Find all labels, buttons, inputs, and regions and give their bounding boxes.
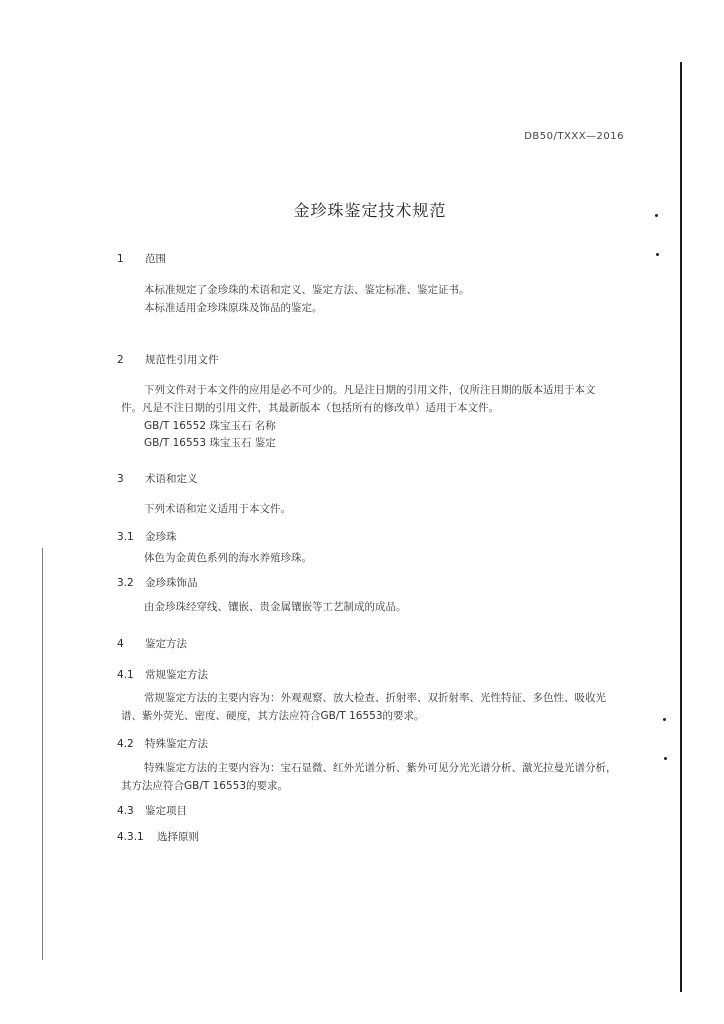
section-title: 金珍珠饰品	[145, 577, 198, 589]
section-title: 规范性引用文件	[145, 354, 219, 366]
scan-speck	[664, 757, 667, 760]
section-number: 4.2	[117, 738, 134, 750]
section-number: 3.2	[117, 577, 134, 589]
paragraph-line: 件。凡是不注日期的引用文件，其最新版本（包括所有的修改单）适用于本文件。	[121, 402, 499, 414]
normative-reference: GB/T 16553 珠宝玉石 鉴定	[144, 437, 276, 449]
paragraph-line: 其方法应符合GB/T 16553的要求。	[121, 780, 289, 792]
section-2-heading	[117, 352, 219, 367]
section-title: 术语和定义	[145, 473, 198, 485]
document-code: DB50/TXXX—2016	[524, 131, 624, 142]
paragraph: 下列术语和定义适用于本文件。	[144, 503, 291, 515]
section-number: 4.3.1	[117, 831, 144, 843]
paragraph: 本标准适用金珍珠原珠及饰品的鉴定。	[144, 302, 323, 314]
section-4-3-1-heading	[117, 829, 199, 844]
section-3-heading	[117, 471, 198, 486]
section-3-2-heading	[117, 575, 198, 590]
paragraph-line: 谱、紫外荧光、密度、硬度，其方法应符合GB/T 16553的要求。	[121, 710, 425, 722]
section-title: 金珍珠	[145, 531, 177, 543]
paragraph-line: 常规鉴定方法的主要内容为：外观观察、放大检查、折射率、双折射率、光性特征、多色性、吸收光	[144, 692, 606, 704]
section-4-heading	[117, 636, 187, 651]
paragraph: 本标准规定了金珍珠的术语和定义、鉴定方法、鉴定标准、鉴定证书。	[144, 284, 470, 296]
section-number: 1	[117, 253, 124, 265]
section-4-2-heading	[117, 736, 208, 751]
section-title: 特殊鉴定方法	[145, 738, 208, 750]
scan-edge-left	[42, 548, 43, 960]
section-3-1-heading	[117, 529, 177, 544]
section-title: 选择原则	[157, 831, 199, 843]
section-1-heading	[117, 251, 166, 266]
section-title: 鉴定项目	[145, 805, 187, 817]
document-title: 金珍珠鉴定技术规范	[293, 201, 447, 220]
section-4-3-heading	[117, 803, 187, 818]
section-number: 3	[117, 473, 124, 485]
section-number: 3.1	[117, 531, 134, 543]
section-number: 4	[117, 638, 124, 650]
scan-speck	[663, 718, 666, 721]
section-number: 2	[117, 354, 124, 366]
section-number: 4.3	[117, 805, 134, 817]
normative-reference: GB/T 16552 珠宝玉石 名称	[144, 420, 276, 432]
section-number: 4.1	[117, 669, 134, 681]
section-title: 范围	[145, 253, 166, 265]
section-title: 鉴定方法	[145, 638, 187, 650]
paragraph-line: 特殊鉴定方法的主要内容为：宝石显微、红外光谱分析、紫外可见分光光谱分析、激光拉曼光谱分析，	[144, 762, 617, 774]
paragraph-line: 下列文件对于本文件的应用是必不可少的。凡是注日期的引用文件，仅所注日期的版本适用于本文	[144, 384, 596, 396]
paragraph: 由金珍珠经穿线、镶嵌、贵金属镶嵌等工艺制成的成品。	[144, 601, 407, 613]
section-4-1-heading	[117, 667, 208, 682]
section-title: 常规鉴定方法	[145, 669, 208, 681]
scan-speck	[656, 253, 659, 256]
paragraph: 体色为金黄色系列的海水养殖珍珠。	[144, 552, 312, 564]
